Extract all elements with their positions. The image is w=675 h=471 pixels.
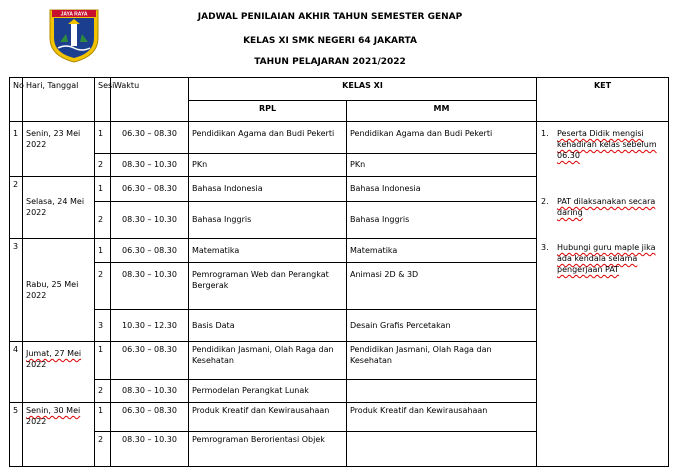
- session-number: 1: [95, 402, 111, 431]
- header-rpl: RPL: [189, 101, 347, 122]
- subject-mm: Bahasa Inggris: [347, 202, 537, 239]
- day-date: Jumat, 27 Mei 2022: [23, 341, 95, 402]
- session-time: 06.30 – 08.30: [111, 176, 189, 201]
- session-time: 06.30 – 08.30: [111, 238, 189, 262]
- session-number: 1: [95, 238, 111, 262]
- header-kelas: KELAS XI: [189, 78, 537, 101]
- subject-rpl: Pendidikan Jasmani, Olah Raga dan Kesehatan: [189, 341, 347, 379]
- subject-mm: Animasi 2D & 3D: [347, 262, 537, 309]
- session-number: 3: [95, 310, 111, 342]
- keterangan-item: 1. Peserta Didik mengisi kehadiran kelas sebelum 06.30: [541, 129, 657, 161]
- subject-mm: Pendidikan Jasmani, Olah Raga dan Kesehatan: [347, 341, 537, 379]
- subject-rpl: Produk Kreatif dan Kewirausahaan: [189, 402, 347, 431]
- subject-mm: Matematika: [347, 238, 537, 262]
- header-sesi: Sesi: [95, 78, 111, 122]
- subject-mm: Desain Grafis Percetakan: [347, 310, 537, 342]
- session-time: 06.30 – 08.30: [111, 341, 189, 379]
- day-number: 5: [10, 402, 23, 466]
- day-date: Senin, 23 Mei 2022: [23, 122, 95, 177]
- day-number: 4: [10, 341, 23, 402]
- subject-mm: Produk Kreatif dan Kewirausahaan: [347, 402, 537, 431]
- session-number: 1: [95, 122, 111, 154]
- keterangan-item: 2. PAT dilaksanakan secara daring: [541, 197, 656, 218]
- subject-rpl: Permodelan Perangkat Lunak: [189, 379, 347, 402]
- subject-rpl: Bahasa Inggris: [189, 202, 347, 239]
- subject-rpl: Basis Data: [189, 310, 347, 342]
- session-number: 2: [95, 432, 111, 467]
- subject-rpl: Pendidikan Agama dan Budi Pekerti: [189, 122, 347, 154]
- day-date: Selasa, 24 Mei 2022: [23, 176, 95, 238]
- session-number: 1: [95, 176, 111, 201]
- session-number: 1: [95, 341, 111, 379]
- header-waktu: Waktu: [111, 78, 189, 122]
- header-ket: KET: [537, 78, 669, 122]
- session-time: 08.30 – 10.30: [111, 379, 189, 402]
- session-time: 06.30 – 08.30: [111, 402, 189, 431]
- session-number: 2: [95, 153, 111, 176]
- session-time: 06.30 – 08.30: [111, 122, 189, 154]
- document-subtitle-class: KELAS XI SMK NEGERI 64 JAKARTA: [243, 36, 417, 46]
- subject-mm: Pendidikan Agama dan Budi Pekerti: [347, 122, 537, 154]
- document-title: JADWAL PENILAIAN AKHIR TAHUN SEMESTER GENAP: [197, 12, 463, 22]
- logo-motto: JAYA RAYA: [60, 11, 88, 18]
- header-mm: MM: [347, 101, 537, 122]
- subject-mm: [347, 379, 537, 402]
- jakarta-emblem-logo: [46, 4, 102, 64]
- session-number: 2: [95, 379, 111, 402]
- session-number: 2: [95, 202, 111, 239]
- header-no: No: [10, 78, 23, 122]
- table-row: [10, 122, 669, 154]
- session-time: 08.30 – 10.30: [111, 432, 189, 467]
- session-time: 08.30 – 10.30: [111, 153, 189, 176]
- subject-mm: PKn: [347, 153, 537, 176]
- subject-rpl: Matematika: [189, 238, 347, 262]
- subject-rpl: PKn: [189, 153, 347, 176]
- subject-rpl: Bahasa Indonesia: [189, 176, 347, 201]
- day-date: Rabu, 25 Mei 2022: [23, 238, 95, 341]
- document-subtitle-year: TAHUN PELAJARAN 2021/2022: [254, 57, 406, 67]
- day-date: Senin, 30 Mei 2022: [23, 402, 95, 466]
- session-number: 2: [95, 262, 111, 309]
- subject-mm: [347, 432, 537, 467]
- session-time: 10.30 – 12.30: [111, 310, 189, 342]
- subject-mm: Bahasa Indonesia: [347, 176, 537, 201]
- schedule-table: [9, 77, 669, 467]
- subject-rpl: Pemrograman Web dan Perangkat Bergerak: [189, 262, 347, 309]
- keterangan-cell: [537, 122, 669, 467]
- day-number: 2: [10, 176, 23, 238]
- keterangan-item: 3. Hubungi guru maple jika ada kendala selama pengerjaan PAT: [541, 243, 656, 275]
- session-time: 08.30 – 10.30: [111, 262, 189, 309]
- subject-rpl: Pemrograman Berorientasi Objek: [189, 432, 347, 467]
- session-time: 08.30 – 10.30: [111, 202, 189, 239]
- day-number: 1: [10, 122, 23, 177]
- header-hari-tanggal: Hari, Tanggal: [23, 78, 95, 122]
- day-number: 3: [10, 238, 23, 341]
